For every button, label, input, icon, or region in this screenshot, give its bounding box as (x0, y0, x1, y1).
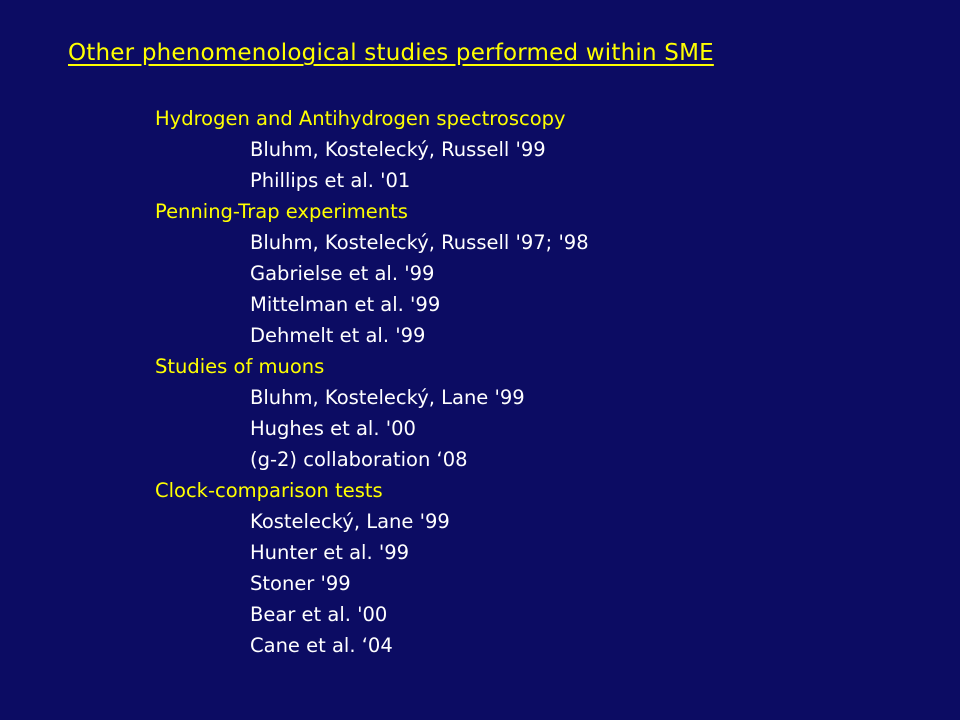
reference-item: Phillips et al. '01 (250, 169, 411, 192)
reference-item: Hughes et al. '00 (250, 417, 416, 440)
section-heading: Clock-comparison tests (155, 479, 383, 502)
reference-item: Stoner '99 (250, 572, 351, 595)
reference-item: Bluhm, Kostelecký, Lane '99 (250, 386, 525, 409)
reference-item: Bluhm, Kostelecký, Russell '99 (250, 138, 546, 161)
reference-item: Dehmelt et al. '99 (250, 324, 426, 347)
reference-item: Mittelman et al. '99 (250, 293, 441, 316)
reference-item: Cane et al. ‘04 (250, 634, 393, 657)
studies-list (155, 103, 589, 661)
section-heading: Studies of muons (155, 355, 325, 378)
reference-item: Hunter et al. '99 (250, 541, 410, 564)
reference-item: Bluhm, Kostelecký, Russell '97; '98 (250, 231, 589, 254)
reference-item: Gabrielse et al. '99 (250, 262, 435, 285)
reference-item: Kostelecký, Lane '99 (250, 510, 450, 533)
slide-title: Other phenomenological studies performed within SME (68, 40, 714, 66)
reference-item: Bear et al. '00 (250, 603, 388, 626)
section-heading: Hydrogen and Antihydrogen spectroscopy (155, 107, 566, 130)
section-heading: Penning-Trap experiments (155, 200, 408, 223)
reference-item: (g-2) collaboration ‘08 (250, 448, 468, 471)
